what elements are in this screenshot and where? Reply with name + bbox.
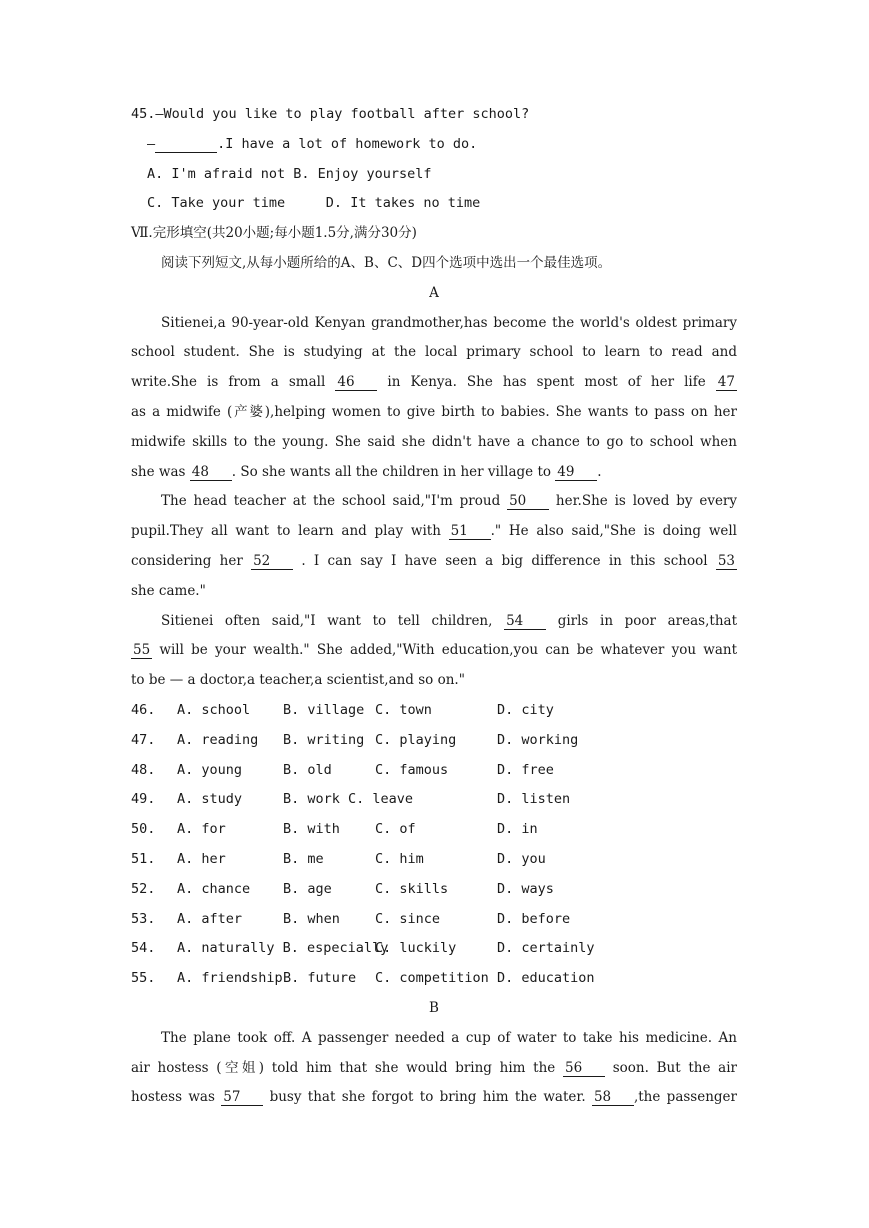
q45-reply-dash: — (147, 135, 156, 152)
passage-a-p2-line-1 (131, 487, 737, 517)
option-b: B. writing (283, 731, 365, 748)
text-segment: write.She is from a small (131, 374, 336, 391)
option-d: D. working (497, 731, 579, 748)
option-b: B. me (283, 850, 324, 867)
blank-47: 47 (717, 374, 735, 391)
option-b: B. old (283, 761, 332, 778)
option-a: A. after (177, 910, 243, 927)
text-segment: The head teacher at the school said,"I'm proud (161, 493, 508, 510)
option-row (131, 964, 737, 994)
passage-b-line-2 (131, 1054, 737, 1084)
text-segment: . So she wants all the children in her village to (231, 463, 556, 480)
passage-a-p1-line-4: as a midwife (产婆),helping women to give birth to babies. She wants to pass on her (131, 403, 737, 420)
option-c: C. playing (375, 731, 457, 748)
blank-57: 57 (221, 1089, 263, 1106)
text-segment: Sitienei often said,"I want to tell children, (161, 612, 505, 629)
option-d: D. before (497, 910, 571, 927)
passage-b-label: B (429, 999, 439, 1016)
q45-options-line-2: C. Take your time D. It takes no time (147, 195, 481, 212)
option-d: D. education (497, 970, 595, 987)
blank-46: 46 (335, 374, 377, 391)
option-a: A. school (177, 701, 251, 718)
text-segment: ." He also said,"She is doing well (490, 523, 737, 540)
option-row (131, 815, 737, 845)
option-a: A. study (177, 791, 243, 808)
option-a: A. friendship (177, 970, 283, 987)
option-number: 47. (131, 731, 156, 748)
q45-reply-text: .I have a lot of homework to do. (217, 135, 478, 152)
option-c (375, 785, 497, 815)
option-d: D. you (497, 850, 546, 867)
text-segment: air hostess (空姐) told him that she would bring him the (131, 1059, 563, 1076)
option-c: C. him (375, 850, 424, 867)
option-c: C. since (375, 910, 441, 927)
option-number: 53. (131, 910, 156, 927)
option-b: B. village (283, 701, 365, 718)
option-c: C. luckily (375, 940, 457, 957)
blank-58: 58 (592, 1089, 634, 1106)
blank-50: 50 (507, 493, 549, 510)
option-row (131, 875, 737, 905)
option-a: A. reading (177, 731, 259, 748)
text-segment: ,the passenger (633, 1089, 738, 1106)
option-number: 52. (131, 880, 156, 897)
q45-blank (155, 136, 217, 153)
text-segment: pupil.They all want to learn and play with (131, 523, 449, 540)
option-number: 46. (131, 701, 156, 718)
text-segment: in Kenya. She has spent most of her life (387, 374, 716, 391)
option-number: 51. (131, 850, 156, 867)
passage-a-label: A (429, 284, 439, 301)
text-segment: . (597, 463, 602, 480)
option-b: B. age (283, 880, 332, 897)
option-row (131, 845, 737, 875)
option-number: 48. (131, 761, 156, 778)
q45-options-line-1: A. I'm afraid not B. Enjoy yourself (147, 165, 432, 182)
text-segment: her.She is loved by every (555, 493, 738, 510)
option-d: D. free (497, 761, 554, 778)
option-a: A. her (177, 850, 226, 867)
passage-a-p3-line-3: to be — a doctor,a teacher,a scientist,and so on." (131, 672, 465, 689)
options-list (131, 696, 737, 994)
option-c: C. competition (375, 970, 489, 987)
option-number: 54. (131, 940, 156, 957)
option-d: D. in (497, 821, 538, 838)
blank-56: 56 (563, 1060, 605, 1077)
blank-48: 48 (190, 464, 232, 481)
text-segment: considering her (131, 552, 252, 569)
passage-a-p3-line-1 (131, 607, 737, 637)
text-segment: girls in poor areas,that (557, 612, 737, 629)
option-d: D. ways (497, 880, 554, 897)
blank-53: 53 (717, 552, 735, 569)
passage-a-p2-line-3 (131, 547, 737, 577)
option-c: C. skills (375, 880, 449, 897)
option-d: D. city (497, 701, 554, 718)
option-a: A. for (177, 821, 226, 838)
text-segment: busy that she forgot to bring him the water. (269, 1089, 592, 1106)
blank-49: 49 (555, 464, 597, 481)
option-b (283, 934, 375, 964)
passage-a-p1-line-1: Sitienei,a 90-year-old Kenyan grandmother,has become the world's oldest primary (161, 314, 737, 331)
option-row (131, 934, 737, 964)
section-instruction: 阅读下列短文,从每小题所给的A、B、C、D四个选项中选出一个最佳选项。 (161, 254, 612, 271)
option-a: A. young (177, 761, 243, 778)
option-a: A. naturally B. especially (177, 940, 389, 957)
option-c: C. town (375, 701, 432, 718)
option-d: D. certainly (497, 940, 595, 957)
text-segment: will be your wealth." She added,"With education,you can be whatever you want (152, 642, 737, 659)
option-b: B. work C. leave (283, 791, 414, 808)
passage-a-p1-line-2: school student. She is studying at the local primary school to learn to read and (131, 344, 737, 361)
blank-55: 55 (133, 642, 151, 659)
passage-a-p1-line-3 (131, 368, 737, 398)
option-b: B. with (283, 821, 340, 838)
passage-a-p2-line-4: she came." (131, 582, 206, 599)
passage-a-p2-line-2 (131, 517, 737, 547)
passage-a-p3-line-2 (131, 636, 737, 666)
text-segment: she was (131, 463, 190, 480)
option-number: 49. (131, 791, 156, 808)
blank-54: 54 (504, 613, 546, 630)
option-a: A. chance (177, 880, 251, 897)
option-number: 55. (131, 970, 156, 987)
text-segment: hostess was (131, 1089, 222, 1106)
text-segment: . I can say I have seen a big difference in this school (301, 552, 716, 569)
blank-51: 51 (449, 523, 491, 540)
text-segment: soon. But the air (612, 1059, 737, 1076)
blank-52: 52 (251, 553, 293, 570)
exam-page (131, 100, 737, 1113)
passage-a-p1-line-6 (131, 458, 737, 488)
option-row (131, 756, 737, 786)
passage-b-line-3 (131, 1083, 737, 1113)
option-d: D. listen (497, 791, 571, 808)
passage-a-p1-line-5: midwife skills to the young. She said she didn't have a chance to go to school when (131, 433, 737, 450)
passage-b-line-1: The plane took off. A passenger needed a cup of water to take his medicine. An (161, 1029, 737, 1046)
option-row (131, 726, 737, 756)
option-c: C. famous (375, 761, 449, 778)
section-heading: Ⅶ.完形填空(共20小题;每小题1.5分,满分30分) (131, 225, 417, 242)
option-b: B. when (283, 910, 340, 927)
option-row (131, 696, 737, 726)
option-b: B. future (283, 970, 357, 987)
q45-question: 45.—Would you like to play football after school? (131, 106, 530, 122)
option-number: 50. (131, 821, 156, 838)
q45-reply (131, 130, 737, 160)
option-row (131, 785, 737, 815)
option-c: C. of (375, 821, 416, 838)
option-row (131, 905, 737, 935)
